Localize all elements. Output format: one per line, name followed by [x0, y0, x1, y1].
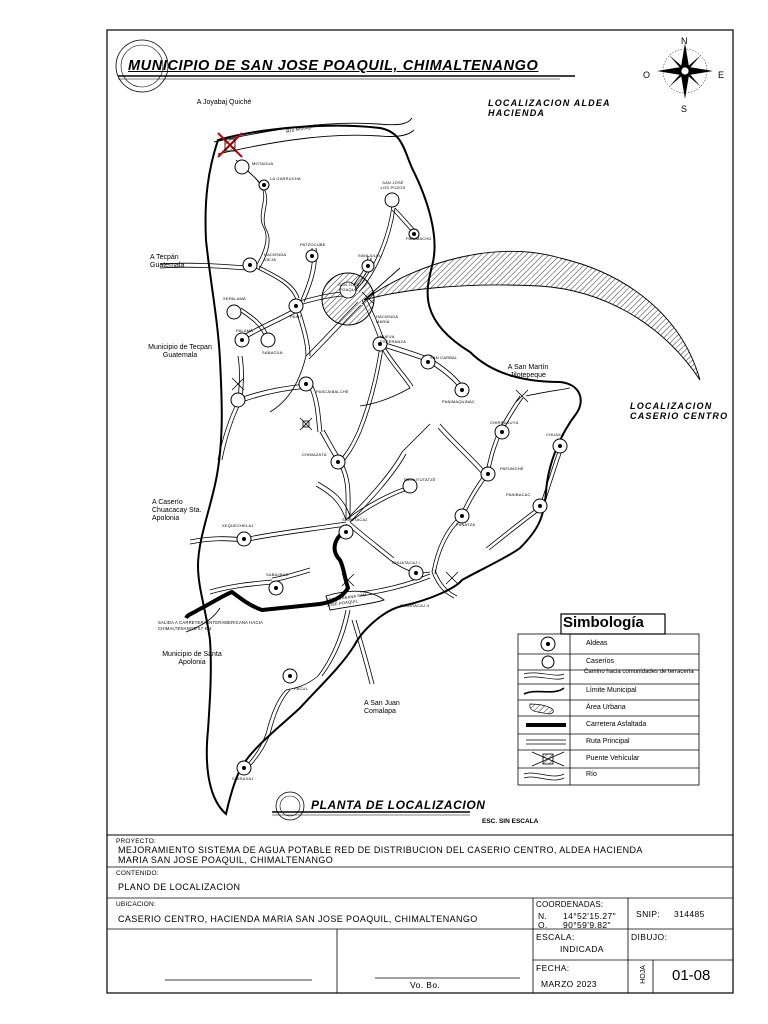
ubicacion-value: CASERIO CENTRO, HACIENDA MARIA SAN JOSE POAQUIL, CHIMALTENANGO	[118, 914, 478, 924]
settlement-label: PASCAIBALCHÉ	[316, 389, 349, 394]
proyecto-line-2: MARIA SAN JOSE POAQUIL, CHIMALTENANGO	[118, 855, 334, 865]
settlement-label: MOTAGUA	[252, 161, 274, 166]
legend-river-symbol	[524, 773, 564, 780]
aldea-marker	[385, 193, 399, 207]
legend-label-camino: Camino hacia comunidades de terracería	[584, 669, 694, 675]
aldea-marker	[362, 260, 374, 272]
aldea-marker	[553, 439, 567, 453]
snip-value: 314485	[674, 909, 705, 919]
settlement-label: PALAMÁ	[236, 328, 254, 333]
fecha-label: FECHA:	[536, 963, 570, 973]
legend-symbols	[524, 637, 566, 780]
aldea-marker	[235, 333, 249, 347]
place-salida: SALIDA A CARRETERA INTERAMERICANA HACIA CHIMALTENANGO 57 KM.	[158, 620, 263, 631]
coord-n-prefix: N.	[538, 911, 548, 921]
legend-urban-symbol	[530, 704, 554, 714]
settlement-label: CHIMAZATÁ	[302, 452, 327, 457]
fecha-value: MARZO 2023	[541, 979, 597, 989]
coord-n-value: 14°52'15.27"	[563, 911, 617, 921]
settlement-label: SABACÚN	[262, 350, 283, 355]
settlement-label: SIMAJULEU	[358, 253, 383, 258]
legend-label-aldeas: Aldeas	[586, 640, 608, 647]
place-san-juan: A San Juan Comalapa	[364, 700, 400, 715]
aldea-marker	[299, 377, 313, 391]
legend-dirt-road-symbol	[524, 673, 564, 679]
legend-label-limite: Límite Municipal	[586, 687, 637, 694]
settlement-label: PACUL	[294, 686, 309, 691]
legend-label-urbana: Área Urbana	[586, 704, 626, 711]
legend-title: Simbología	[563, 614, 644, 631]
aldea-marker	[259, 180, 269, 190]
coordenadas-label: COORDENADAS:	[536, 900, 604, 909]
aldea-marker	[306, 250, 318, 262]
aldea-marker	[261, 333, 275, 347]
aldea-marker	[227, 305, 241, 319]
aldea-marker	[455, 509, 469, 523]
settlement-label: PAXIT	[290, 314, 303, 319]
snip-label: SNIP:	[636, 909, 661, 919]
settlement-label: CHUAXÁ	[546, 432, 564, 437]
aldea-marker	[339, 525, 353, 539]
settlement-label: CHUATACAJ I	[392, 560, 420, 565]
settlement-label: PAFUMCHÉ	[500, 466, 524, 471]
contenido-value: PLANO DE LOCALIZACION	[118, 882, 241, 892]
aldea-marker	[237, 761, 251, 775]
aldea-marker	[495, 425, 509, 439]
localization-callout	[364, 251, 700, 380]
settlement-label: XEPALAMÁ	[223, 296, 246, 301]
compass-west-label: O	[643, 70, 651, 80]
settlement-label: SABAJRAC	[266, 572, 289, 577]
aldea-marker	[243, 258, 257, 272]
aldea-marker	[331, 455, 345, 469]
escala-label: ESCALA:	[536, 932, 575, 942]
aldea-marker	[235, 160, 249, 174]
place-joyabaj: A Joyabaj Quiché	[196, 99, 252, 106]
hoja-value: 01-08	[672, 967, 711, 984]
settlement-label: SACOTACAJ	[342, 517, 368, 522]
proyecto-line-1: MEJORAMIENTO SISTEMA DE AGUA POTABLE RED DE DISTRIBUCION DEL CASERIO CENTRO, ALDEA HACIENDA	[118, 845, 643, 855]
settlement-label: LA GARRUCHA	[270, 176, 301, 181]
legend-label-asfaltada: Carretera Asfaltada	[586, 721, 647, 728]
dibujo-label: DIBUJO:	[631, 932, 668, 942]
settlement-label: PANIMAQUINAC	[442, 399, 475, 404]
settlement-label: NUEVA ESPERANZA	[380, 334, 407, 344]
aldea-marker	[481, 467, 495, 481]
legend-boundary-symbol	[524, 688, 564, 694]
settlement-label: PATZOCUBE	[300, 242, 326, 247]
river-label: Río Motagua	[285, 122, 318, 136]
map-title: MUNICIPIO DE SAN JOSE POAQUIL, CHIMALTENANGO	[128, 58, 539, 74]
settlement-label: CHIRAXAJ	[232, 776, 254, 781]
coord-o-value: 90°59'9.82"	[563, 920, 611, 930]
localization-caserio-label: LOCALIZACION CASERIO CENTRO	[630, 401, 729, 421]
settlement-label: HACIENDA VIEJA	[264, 252, 287, 262]
localization-aldea-label: LOCALIZACION ALDEA HACIENDA	[488, 98, 611, 118]
settlement-label: PACHITUTATZÉ	[404, 477, 436, 482]
legend-label-puente: Puente Vehícular	[586, 755, 640, 762]
aldea-marker	[231, 393, 245, 407]
hoja-label: HOJA	[639, 965, 647, 984]
place-municipio-tecpan: Municipio de Tecpan Guatemala	[148, 344, 212, 359]
compass-north-label: N	[681, 36, 688, 46]
legend-route-symbol	[526, 740, 566, 744]
aldea-marker	[409, 566, 423, 580]
settlement-label: PANATZÁ	[456, 522, 476, 527]
compass-south-label: S	[681, 104, 688, 114]
settlement-label: CHIRRUSUYÁ	[490, 420, 519, 425]
legend-label-ruta: Ruta Principal	[586, 738, 630, 745]
coord-o-prefix: O.	[538, 920, 548, 930]
escala-value: INDICADA	[560, 944, 604, 954]
north-arrow-icon	[657, 43, 713, 99]
aldea-marker	[533, 499, 547, 513]
settlement-label: SAN JOSÉ LOS POZOS	[380, 180, 406, 190]
settlement-label: XEQUECHELAJ	[222, 523, 254, 528]
place-caserio-chuacacay: A Caserío Chuacacay Sta. Apolonia	[152, 499, 202, 522]
settlement-label: PANIMACHÚ	[406, 236, 432, 241]
aldea-marker	[269, 581, 283, 595]
settlement-label: PANIBACAC	[506, 492, 531, 497]
settlement-label: HACIENDA MARÍA	[376, 314, 399, 324]
settlement-label: ÁREA URBANA SAN JOSÉ POAQUIL	[325, 592, 367, 608]
legend-caserio-symbol	[542, 656, 554, 668]
proyecto-label: PROYECTO:	[116, 838, 156, 845]
place-tecpan: A Tecpán Guatemala	[150, 254, 185, 269]
scale-note: ESC. SIN ESCALA	[482, 818, 539, 825]
place-san-martin: A San Martín Jilotepeque	[507, 364, 549, 379]
aldea-marker	[283, 669, 297, 683]
legend-label-rio: Río	[586, 771, 597, 778]
aldea-marker	[455, 383, 469, 397]
compass-east-label: E	[718, 70, 725, 80]
contenido-label: CONTENIDO:	[116, 870, 159, 877]
aldea-marker	[289, 299, 303, 313]
settlement-label: SAN JOSÉ POAQUIL	[338, 282, 360, 292]
settlement-label: CHUATACAJ II	[400, 603, 430, 608]
legend-label-caserios: Caseríos	[586, 658, 615, 665]
ubicacion-label: UBICACION:	[116, 901, 156, 908]
place-municipio-santa-apolonia: Municipio de Santa Apolonia	[162, 651, 222, 666]
aldea-marker	[237, 532, 251, 546]
plan-title: PLANTA DE LOCALIZACION	[311, 798, 486, 812]
vobo-label: Vo. Bo.	[410, 980, 441, 990]
settlement-label: SAN CARBAL	[430, 355, 458, 360]
legend-bridge-symbol	[532, 752, 564, 766]
